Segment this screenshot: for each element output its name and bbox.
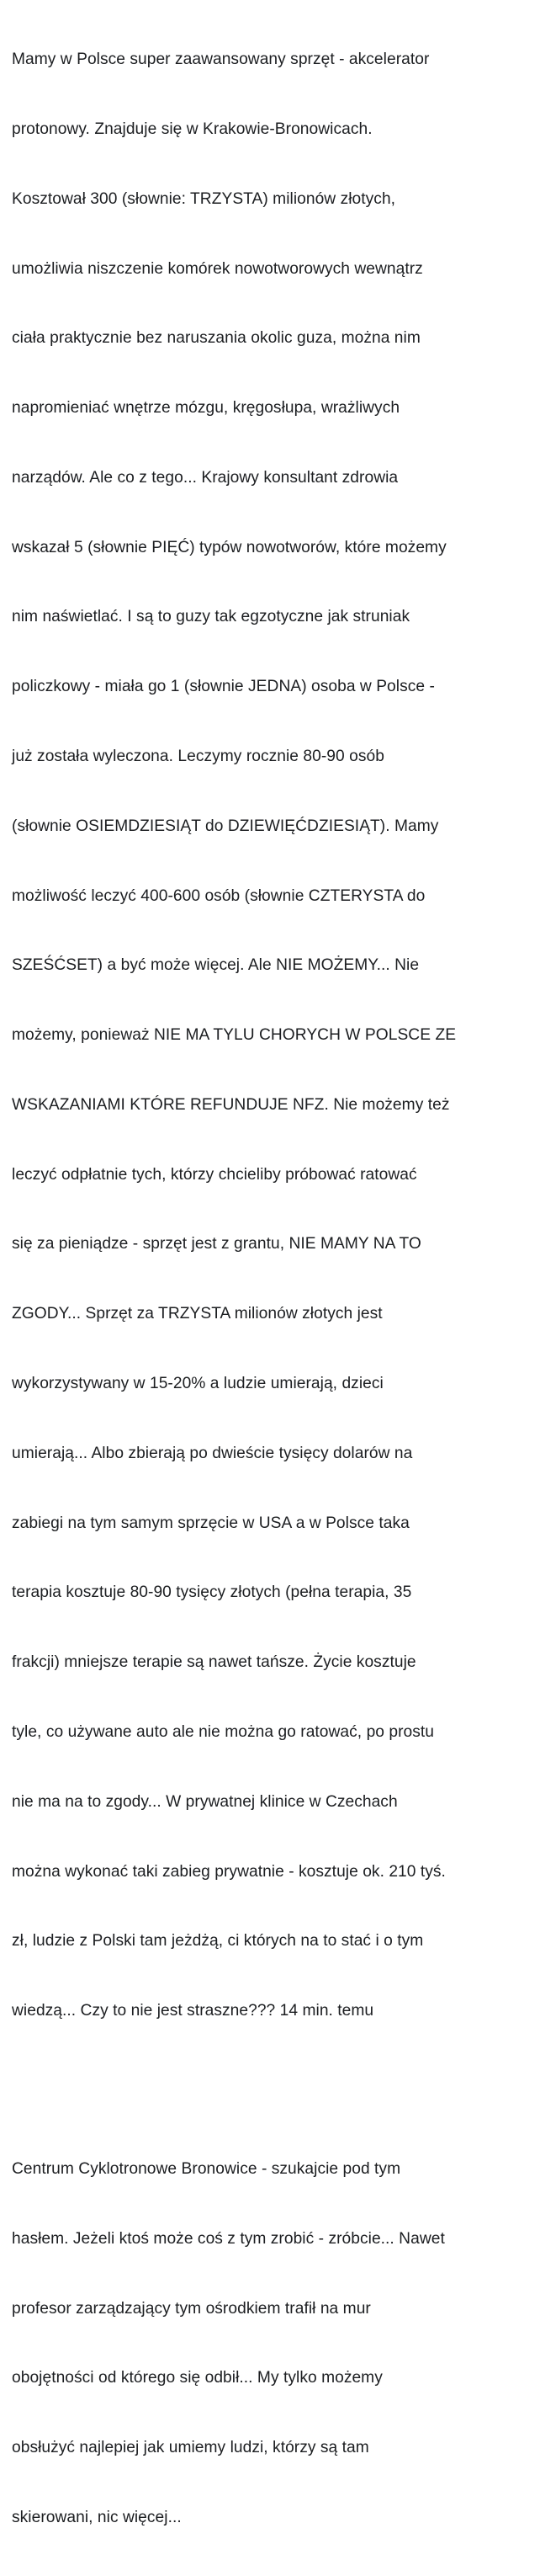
text-line: wskazał 5 (słownie PIĘĆ) typów nowotworów, które możemy <box>12 538 447 556</box>
text-line: ZGODY... Sprzęt za TRZYSTA milionów złotych jest <box>12 1305 383 1323</box>
text-line: terapia kosztuje 80-90 tysięcy złotych (pełna terapia, 35 <box>12 1583 412 1602</box>
text-line: zabiegi na tym samym sprzęcie w USA a w Polsce taka <box>12 1514 410 1532</box>
text-line: nie ma na to zgody... W prywatnej klinice w Czechach <box>12 1792 398 1811</box>
text-line: (słownie OSIEMDZIESIĄT do DZIEWIĘĆDZIESIĄT). Mamy <box>12 817 439 835</box>
text-line: możliwość leczyć 400-600 osób (słownie CZTERYSTA do <box>12 886 426 905</box>
text-line: napromieniać wnętrze mózgu, kręgosłupa, wrażliwych <box>12 399 400 418</box>
text-line: Kosztował 300 (słownie: TRZYSTA) milionów złotych, <box>12 189 396 208</box>
text-line: frakcji) mniejsze terapie są nawet tańsze. Życie kosztuje <box>12 1653 416 1672</box>
text-line: umożliwia niszczenie komórek nowotworowych wewnątrz <box>12 259 423 278</box>
text-line: SZEŚĆSET) a być może więcej. Ale NIE MOŻEMY... Nie <box>12 956 420 975</box>
text-line: zł, ludzie z Polski tam jeżdżą, ci których na to stać i o tym <box>12 1932 424 1951</box>
text-line: obsłużyć najlepiej jak umiemy ludzi, którzy są tam <box>12 2439 369 2457</box>
text-line: skierowani, nic więcej... <box>12 2508 182 2526</box>
text-line: Mamy w Polsce super zaawansowany sprzęt - akcelerator <box>12 51 430 69</box>
text-line: wykorzystywany w 15-20% a ludzie umierają, dzieci <box>12 1375 384 1393</box>
text-line: leczyć odpłatnie tych, którzy chcieliby próbować ratować <box>12 1165 417 1184</box>
text-line: można wykonać taki zabieg prywatnie - kosztuje ok. 210 tyś. <box>12 1862 446 1881</box>
text-line: już została wyleczona. Leczymy rocznie 80-90 osób <box>12 748 384 765</box>
text-line: protonowy. Znajduje się w Krakowie-Bronowicach. <box>12 120 373 138</box>
text-line: umierają... Albo zbierają po dwieście tysięcy dolarów na <box>12 1444 413 1462</box>
text-line: się za pieniądze - sprzęt jest z grantu, NIE MAMY NA TO <box>12 1235 421 1253</box>
post-paragraph-1 <box>12 2 537 2069</box>
text-line: WSKAZANIAMI KTÓRE REFUNDUJE NFZ. Nie możemy też <box>12 1095 450 1114</box>
text-line: ciała praktycznie bez naruszania okolic guza, można nim <box>12 329 421 348</box>
post-body <box>12 2 537 2576</box>
text-line: Centrum Cyklotronowe Bronowice - szukajcie pod tym <box>12 2160 401 2179</box>
post-paragraph-2 <box>12 2111 537 2576</box>
text-line: profesor zarządzający tym ośrodkiem trafił na mur <box>12 2299 371 2318</box>
text-line: możemy, ponieważ NIE MA TYLU CHORYCH W POLSCE ZE <box>12 1026 457 1045</box>
text-line: nim naświetlać. I są to guzy tak egzotyczne jak struniak <box>12 608 410 626</box>
text-line: policzkowy - miała go 1 (słownie JEDNA) osoba w Polsce - <box>12 678 435 696</box>
text-line: narządów. Ale co z tego... Krajowy konsultant zdrowia <box>12 468 399 487</box>
text-line: hasłem. Jeżeli ktoś może coś z tym zrobić - zróbcie... Nawet <box>12 2229 445 2248</box>
text-line: tyle, co używane auto ale nie można go ratować, po prostu <box>12 1722 435 1741</box>
paragraph-spacer <box>12 2069 537 2111</box>
text-line: obojętności od którego się odbił... My tylko możemy <box>12 2369 383 2387</box>
text-line: wiedzą... Czy to nie jest straszne??? 14 min. temu <box>12 2002 374 2020</box>
